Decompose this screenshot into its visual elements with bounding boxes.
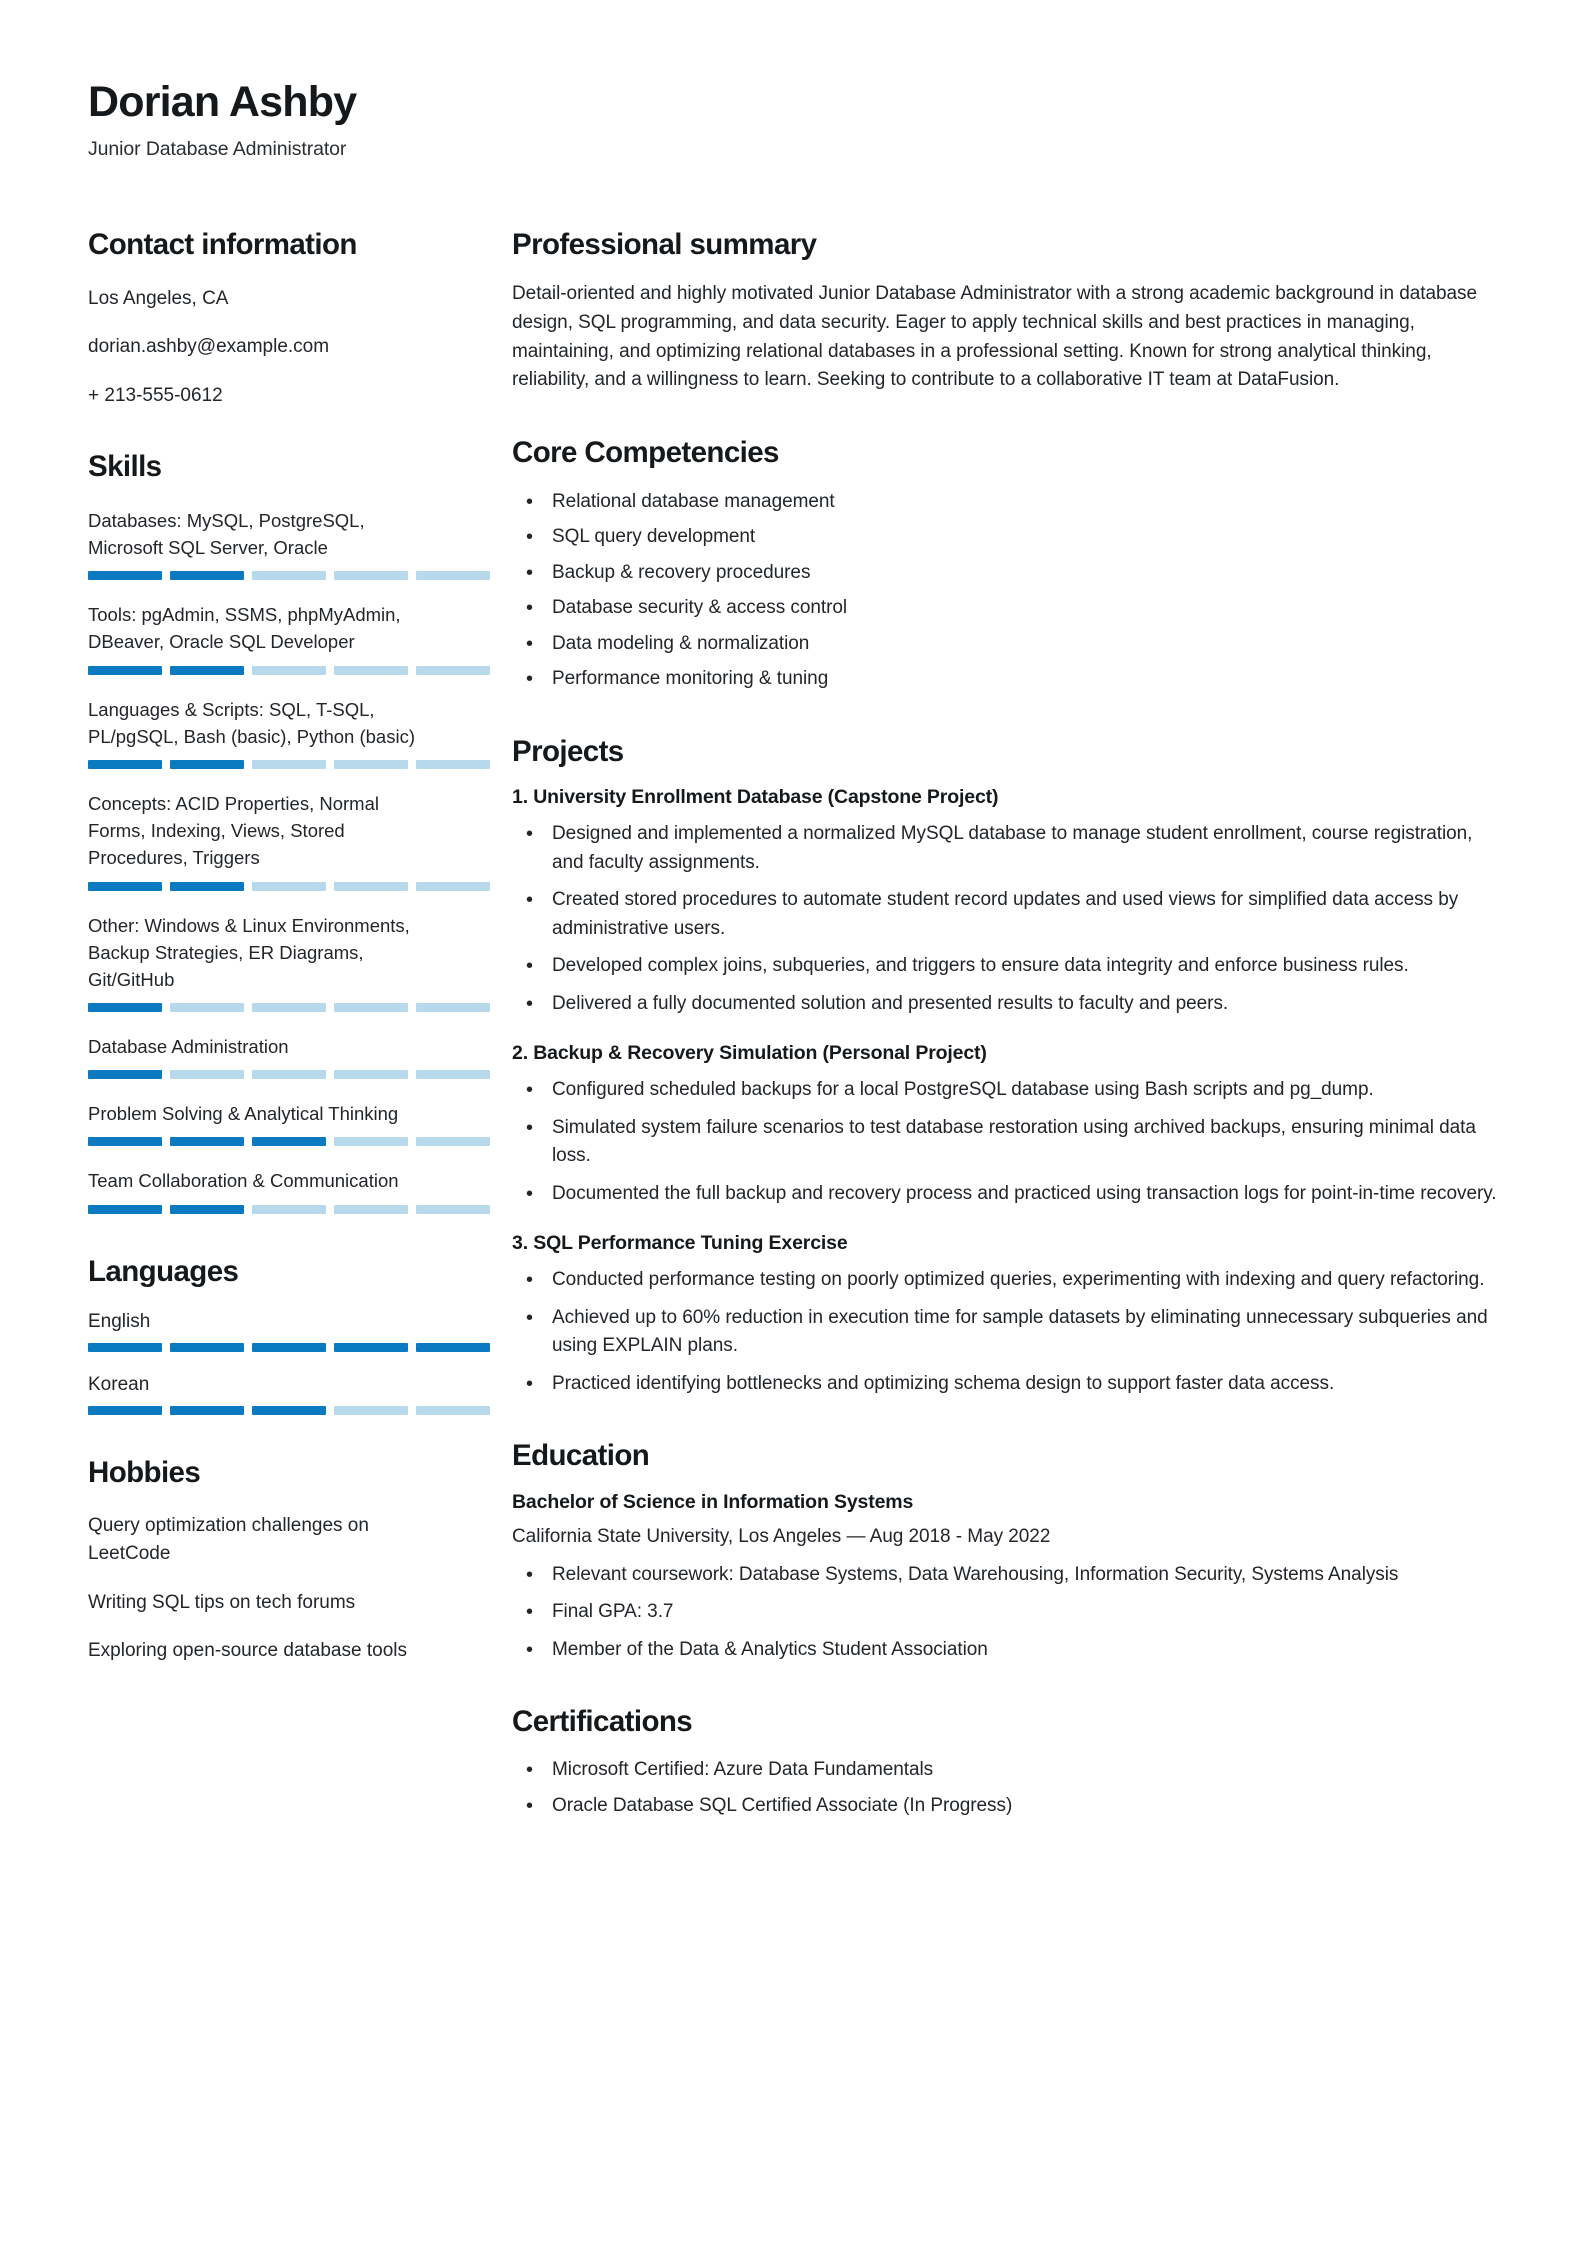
- competency-item: • Data modeling & normalization: [512, 630, 1500, 659]
- project-bullet: • Developed complex joins, subqueries, and triggers to ensure data integrity and enforce business rules.: [512, 952, 1500, 981]
- skill-rating-bar: [88, 882, 490, 891]
- rating-segment: [416, 882, 490, 891]
- education-section: [512, 1438, 1500, 1664]
- rating-segment: [88, 1003, 162, 1012]
- project-bullet: • Documented the full backup and recovery process and practiced using transaction logs for point-in-time recovery.: [512, 1180, 1500, 1209]
- skill-label: Other: Windows & Linux Environments, Backup Strategies, ER Diagrams, Git/GitHub: [88, 914, 410, 990]
- skill-rating-bar: [88, 1205, 490, 1214]
- skill-rating-bar: [88, 1003, 490, 1012]
- professional-summary-section: [512, 227, 1500, 395]
- skill-item: [88, 1167, 436, 1213]
- rating-segment: [252, 882, 326, 891]
- skills-section: [88, 449, 436, 1213]
- rating-segment: [416, 1205, 490, 1214]
- rating-segment: [252, 1205, 326, 1214]
- skill-label: Team Collaboration & Communication: [88, 1170, 399, 1192]
- left-column: [88, 227, 498, 1664]
- candidate-job-title: Junior Database Administrator: [88, 138, 347, 161]
- languages-list: [88, 1311, 436, 1415]
- rating-segment: [170, 1137, 244, 1146]
- rating-segment: [88, 666, 162, 675]
- competency-item: • SQL query development: [512, 523, 1500, 552]
- skill-item: [88, 790, 436, 891]
- rating-segment: [170, 571, 244, 580]
- project-bullet: • Designed and implemented a normalized MySQL database to manage student enrollment, course registration, and faculty assignments.: [512, 820, 1500, 877]
- project-title: 3. SQL Performance Tuning Exercise: [512, 1232, 848, 1255]
- contact-phone[interactable]: + 213-555-0612: [88, 384, 223, 406]
- rating-segment: [252, 1070, 326, 1079]
- languages-heading: Languages: [88, 1254, 239, 1288]
- rating-segment: [416, 666, 490, 675]
- certifications-section: [512, 1704, 1500, 1820]
- rating-segment: [252, 666, 326, 675]
- rating-segment: [334, 1343, 408, 1352]
- project-title: 1. University Enrollment Database (Capstone Project): [512, 786, 999, 809]
- skill-item: [88, 696, 436, 769]
- competency-item: • Performance monitoring & tuning: [512, 665, 1500, 694]
- project-title: 2. Backup & Recovery Simulation (Personal Project): [512, 1042, 987, 1065]
- skill-label: Problem Solving & Analytical Thinking: [88, 1103, 399, 1125]
- skill-item: [88, 601, 436, 674]
- rating-segment: [88, 1070, 162, 1079]
- rating-segment: [334, 882, 408, 891]
- rating-segment: [170, 882, 244, 891]
- rating-segment: [334, 760, 408, 769]
- rating-segment: [170, 666, 244, 675]
- skill-item: [88, 507, 436, 580]
- hobby-item: Exploring open-source database tools: [88, 1640, 407, 1662]
- competency-item: • Relational database management: [512, 488, 1500, 517]
- project-bullets: [512, 1266, 1500, 1398]
- project-bullets: [512, 820, 1500, 1018]
- competency-item: • Backup & recovery procedures: [512, 559, 1500, 588]
- project-bullets: [512, 1076, 1500, 1208]
- rating-segment: [334, 666, 408, 675]
- rating-segment: [170, 1070, 244, 1079]
- hobby-item: Query optimization challenges on LeetCode: [88, 1515, 369, 1564]
- summary-text: Detail-oriented and highly motivated Junior Database Administrator with a strong academic background in database design, SQL programming, and data security. Eager to apply technical skills and best practices in managing, maintaining, and optimizing relational databases in a professional setting. Known for strong analytical thinking, reliability, and a willingness to learn. Seeking to contribute to a collaborative IT team at DataFusion.: [512, 282, 1478, 391]
- contact-email[interactable]: dorian.ashby@example.com: [88, 336, 330, 358]
- skill-rating-bar: [88, 666, 490, 675]
- education-bullet: • Final GPA: 3.7: [512, 1598, 1500, 1627]
- rating-segment: [416, 760, 490, 769]
- skill-rating-bar: [88, 760, 490, 769]
- project-bullet: • Simulated system failure scenarios to test database restoration using archived backups, ensuring minimal data loss.: [512, 1114, 1500, 1171]
- rating-segment: [416, 1137, 490, 1146]
- competencies-heading: Core Competencies: [512, 436, 779, 470]
- project-entry: [512, 1232, 1500, 1398]
- rating-segment: [252, 760, 326, 769]
- project-bullet: • Created stored procedures to automate student record updates and used views for simplified data access by administrative users.: [512, 886, 1500, 943]
- rating-segment: [170, 1003, 244, 1012]
- project-bullet: • Achieved up to 60% reduction in execution time for sample datasets by eliminating unnecessary subqueries and using EXPLAIN plans.: [512, 1304, 1500, 1361]
- languages-section: [88, 1254, 436, 1415]
- rating-segment: [88, 1137, 162, 1146]
- hobby-item: Writing SQL tips on tech forums: [88, 1591, 356, 1613]
- rating-segment: [88, 571, 162, 580]
- certification-item: • Oracle Database SQL Certified Associate (In Progress): [512, 1792, 1500, 1821]
- skill-label: Databases: MySQL, PostgreSQL, Microsoft SQL Server, Oracle: [88, 509, 365, 559]
- project-bullet: • Delivered a fully documented solution and presented results to faculty and peers.: [512, 990, 1500, 1019]
- education-school: California State University, Los Angeles — Aug 2018 - May 2022: [512, 1525, 1051, 1547]
- rating-segment: [334, 1406, 408, 1415]
- project-entry: [512, 786, 1500, 1018]
- skill-label: Concepts: ACID Properties, Normal Forms, Indexing, Views, Stored Procedures, Triggers: [88, 792, 379, 869]
- rating-segment: [252, 1003, 326, 1012]
- language-item: [88, 1374, 436, 1415]
- right-column: [498, 227, 1500, 1827]
- rating-segment: [252, 1406, 326, 1415]
- skill-item: [88, 1100, 436, 1146]
- education-bullet: • Relevant coursework: Database Systems, Data Warehousing, Information Security, Systems Analysis: [512, 1561, 1500, 1590]
- language-label: English: [88, 1311, 151, 1333]
- skill-label: Database Administration: [88, 1036, 289, 1058]
- rating-segment: [170, 1343, 244, 1352]
- language-rating-bar: [88, 1343, 490, 1352]
- projects-heading: Projects: [512, 734, 624, 768]
- rating-segment: [88, 1343, 162, 1352]
- rating-segment: [170, 1205, 244, 1214]
- rating-segment: [416, 1070, 490, 1079]
- rating-segment: [88, 760, 162, 769]
- contact-information-section: [88, 227, 436, 409]
- resume-body-columns: [88, 227, 1500, 1827]
- project-bullet: • Conducted performance testing on poorly optimized queries, experimenting with indexing and query refactoring.: [512, 1266, 1500, 1295]
- resume-header: [88, 78, 1500, 161]
- projects-section: [512, 734, 1500, 1398]
- rating-segment: [334, 1003, 408, 1012]
- core-competencies-section: [512, 435, 1500, 693]
- project-bullet: • Practiced identifying bottlenecks and optimizing schema design to support faster data access.: [512, 1370, 1500, 1399]
- contact-heading: Contact information: [88, 228, 357, 262]
- rating-segment: [252, 1137, 326, 1146]
- competency-item: • Database security & access control: [512, 594, 1500, 623]
- project-bullet: • Configured scheduled backups for a local PostgreSQL database using Bash scripts and pg_dump.: [512, 1076, 1500, 1105]
- education-degree: Bachelor of Science in Information Systems: [512, 1490, 914, 1513]
- rating-segment: [416, 1406, 490, 1415]
- skill-label: Tools: pgAdmin, SSMS, phpMyAdmin, DBeaver, Oracle SQL Developer: [88, 604, 401, 653]
- candidate-name: Dorian Ashby: [88, 78, 357, 126]
- rating-segment: [416, 1343, 490, 1352]
- education-heading: Education: [512, 1439, 650, 1473]
- hobbies-section: [88, 1455, 436, 1665]
- skill-rating-bar: [88, 571, 490, 580]
- project-entry: [512, 1042, 1500, 1208]
- skills-heading: Skills: [88, 450, 162, 484]
- skill-item: [88, 912, 436, 1013]
- rating-segment: [170, 1406, 244, 1415]
- rating-segment: [88, 1205, 162, 1214]
- certifications-heading: Certifications: [512, 1705, 693, 1738]
- summary-heading: Professional summary: [512, 228, 817, 262]
- contact-location: Los Angeles, CA: [88, 287, 229, 309]
- competencies-list: [512, 488, 1500, 694]
- rating-segment: [252, 571, 326, 580]
- rating-segment: [252, 1343, 326, 1352]
- projects-list: [512, 786, 1500, 1398]
- language-label: Korean: [88, 1374, 150, 1396]
- skill-rating-bar: [88, 1137, 490, 1146]
- education-bullet: • Member of the Data & Analytics Student Association: [512, 1636, 1500, 1665]
- skill-rating-bar: [88, 1070, 490, 1079]
- skills-list: [88, 507, 436, 1214]
- hobbies-list: [88, 1512, 436, 1664]
- language-rating-bar: [88, 1406, 490, 1415]
- rating-segment: [334, 1205, 408, 1214]
- skill-label: Languages & Scripts: SQL, T-SQL, PL/pgSQL, Bash (basic), Python (basic): [88, 698, 415, 747]
- rating-segment: [416, 1003, 490, 1012]
- rating-segment: [334, 1070, 408, 1079]
- certifications-list: [512, 1756, 1500, 1820]
- rating-segment: [88, 882, 162, 891]
- skill-item: [88, 1033, 436, 1079]
- rating-segment: [170, 760, 244, 769]
- rating-segment: [334, 1137, 408, 1146]
- hobbies-heading: Hobbies: [88, 1456, 201, 1490]
- rating-segment: [88, 1406, 162, 1415]
- certification-item: • Microsoft Certified: Azure Data Fundamentals: [512, 1756, 1500, 1785]
- rating-segment: [416, 571, 490, 580]
- language-item: [88, 1311, 436, 1352]
- education-bullets: [512, 1561, 1500, 1665]
- rating-segment: [334, 571, 408, 580]
